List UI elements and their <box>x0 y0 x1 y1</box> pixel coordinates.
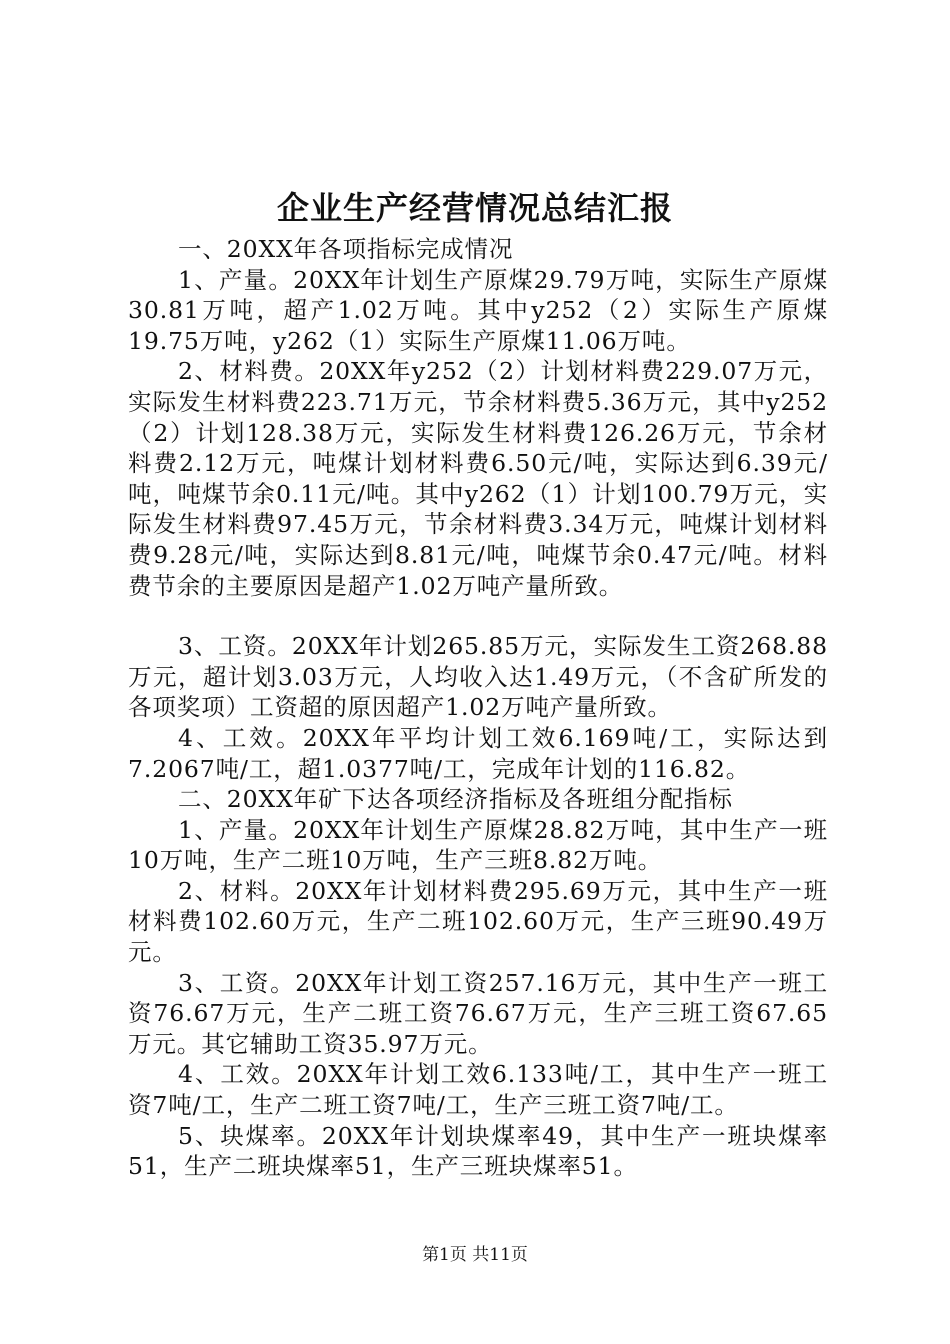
section-heading-2: 二、20XX年矿下达各项经济指标及各班组分配指标 <box>178 785 733 814</box>
paragraph-plan-lump-coal-rate: 5、块煤率。20XX年计划块煤率49，其中生产一班块煤率51，生产二班块煤率51，生产三班块煤率51。 <box>128 1121 828 1181</box>
paragraph-plan-wages: 3、工资。20XX年计划工资257.16万元，其中生产一班工资76.67万元，生产二班工资76.67万元，生产三班工资67.65万元。其它辅助工资35.97万元。 <box>128 968 828 1058</box>
paragraph-plan-output: 1、产量。20XX年计划生产原煤28.82万吨，其中生产一班10万吨，生产二班10万吨，生产三班8.82万吨。 <box>128 815 828 875</box>
section-heading-1: 一、20XX年各项指标完成情况 <box>178 235 514 263</box>
page-footer: 第1页 共11页 <box>422 1245 528 1265</box>
document-body <box>128 234 828 1182</box>
paragraph-plan-material: 2、材料。20XX年计划材料费295.69万元，其中生产一班材料费102.60万元，生产二班102.60万元，生产三班90.49万元。 <box>128 876 828 967</box>
paragraph-efficiency: 4、工效。20XX年平均计划工效6.169吨/工，实际达到7.2067吨/工，超1.0377吨/工，完成年计划的116.82。 <box>128 723 828 783</box>
paragraph-wages: 3、工资。20XX年计划265.85万元，实际发生工资268.88万元，超计划3.03万元，人均收入达1.49万元，（不含矿所发的各项奖项）工资超的原因超产1.02万吨产量所致。 <box>128 632 828 722</box>
paragraph-material-cost: 2、材料费。20XX年y252（2）计划材料费229.07万元，实际发生材料费223.71万元，节余材料费5.36万元，其中y252（2）计划128.38万元，实际发生材料费126.26万元，节余材料费2.12万元，吨煤计划材料费6.50元/吨，实际达到6.39元/吨，吨煤节余0.11元/吨。其中y262（1）计划100.79万元，实际发生材料费97.45万元，节余材料费3.34万元，吨煤计划材料费9.28元/吨，实际达到8.81元/吨，吨煤节余0.47元/吨。材料费节余的主要原因是超产1.02万吨产量所致。 <box>128 357 828 600</box>
paragraph-output: 1、产量。20XX年计划生产原煤29.79万吨，实际生产原煤30.81万吨，超产1.02万吨。其中y252（2）实际生产原煤19.75万吨，y262（1）实际生产原煤11.06万吨。 <box>128 265 828 355</box>
document-title: 企业生产经营情况总结汇报 <box>276 189 673 227</box>
paragraph-gap <box>128 601 828 631</box>
paragraph-plan-efficiency: 4、工效。20XX年计划工效6.133吨/工，其中生产一班工资7吨/工，生产二班工资7吨/工，生产三班工资7吨/工。 <box>128 1060 828 1120</box>
